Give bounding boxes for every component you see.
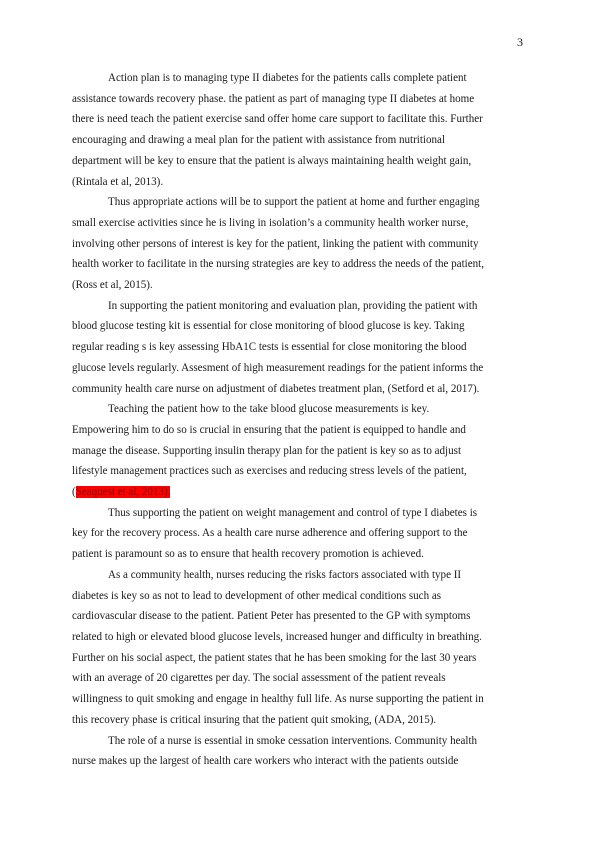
text-line: this recovery phase is critical insuring that the patient quit smoking, (ADA, 2015). <box>72 713 437 726</box>
paragraph <box>72 192 520 296</box>
text-line <box>72 482 520 503</box>
text-line: willingness to quit smoking and engage in healthy full life. As nurse supporting the patient in <box>72 693 484 706</box>
page-number: 3 <box>517 35 523 49</box>
paragraph <box>72 399 520 503</box>
text-line: blood glucose testing kit is essential for close monitoring of blood glucose is key. Taking <box>72 320 465 333</box>
text-line: small exercise activities since he is living in isolation’s a community health worker nurse, <box>72 216 469 229</box>
text-line: encouraging and drawing a meal plan for the patient with assistance from nutritional <box>72 134 446 147</box>
paragraph <box>72 68 520 192</box>
text-line: (Ross et al, 2015). <box>72 279 153 292</box>
text-line: nurse makes up the largest of health care workers who interact with the patients outside <box>72 755 459 768</box>
text-line: related to high or elevated blood glucose levels, increased hunger and difficulty in breathing. <box>72 630 482 643</box>
text-line: cardiovascular disease to the patient. Patient Peter has presented to the GP with symptoms <box>72 610 471 623</box>
text-line: In supporting the patient monitoring and evaluation plan, providing the patient with <box>108 299 478 312</box>
text-line: regular reading s is key assessing HbA1C tests is essential for close monitoring the blood <box>72 341 467 354</box>
text-line: with an average of 20 cigarettes per day. The social assessment of the patient reveals <box>72 672 446 685</box>
text-line: Teaching the patient how to the take blood glucose measurements is key. <box>108 403 430 416</box>
paragraph <box>72 503 520 565</box>
text-line: The role of a nurse is essential in smoke cessation interventions. Community health <box>108 734 478 747</box>
text-line: Thus supporting the patient on weight management and control of type I diabetes is <box>108 506 478 519</box>
text-line: assistance towards recovery phase. the patient as part of managing type II diabetes at home <box>72 92 475 105</box>
text-line: manage the disease. Supporting insulin therapy plan for the patient is key so as to adjust <box>72 444 462 457</box>
text-line: As a community health, nurses reducing the risks factors associated with type II <box>108 568 462 581</box>
paragraph <box>72 731 520 772</box>
text-line: Action plan is to managing type II diabetes for the patients calls complete patient <box>108 72 467 84</box>
text-line: Further on his social aspect, the patient states that he has been smoking for the last 30 years <box>72 651 477 664</box>
citation-open-paren: ( <box>72 486 76 499</box>
text-line: health worker to facilitate in the nursing strategies are key to address the needs of the patient, <box>72 258 484 271</box>
text-line: Empowering him to do so is crucial in ensuring that the patient is equipped to handle and <box>72 423 466 436</box>
text-line: key for the recovery process. As a health care nurse adherence and offering support to the <box>72 527 468 540</box>
text-line: Thus appropriate actions will be to support the patient at home and further engaging <box>108 196 480 209</box>
text-line: lifestyle management practices such as exercises and reducing stress levels of the patient, <box>72 465 467 478</box>
highlighted-citation: Seaquest et al, 2013). <box>75 486 171 499</box>
text-line: (Rintala et al, 2013). <box>72 175 164 188</box>
text-line: involving other persons of interest is key for the patient, linking the patient with community <box>72 237 479 250</box>
text-line: department will be key to ensure that the patient is always maintaining health weight gain, <box>72 154 472 167</box>
body-text <box>72 68 520 772</box>
text-line: community health care nurse on adjustment of diabetes treatment plan, (Setford et al, 2017). <box>72 382 480 395</box>
text-line: there is need teach the patient exercise sand offer home care support to facilitate this. Further <box>72 113 483 126</box>
paragraph <box>72 296 520 400</box>
text-line: patient is paramount so as to ensure that health recovery promotion is achieved. <box>72 548 424 561</box>
text-line: diabetes is key so as not to lead to development of other medical conditions such as <box>72 589 442 602</box>
paragraph <box>72 565 520 731</box>
text-line: glucose levels regularly. Assesment of high measurement readings for the patient informs the <box>72 361 484 374</box>
